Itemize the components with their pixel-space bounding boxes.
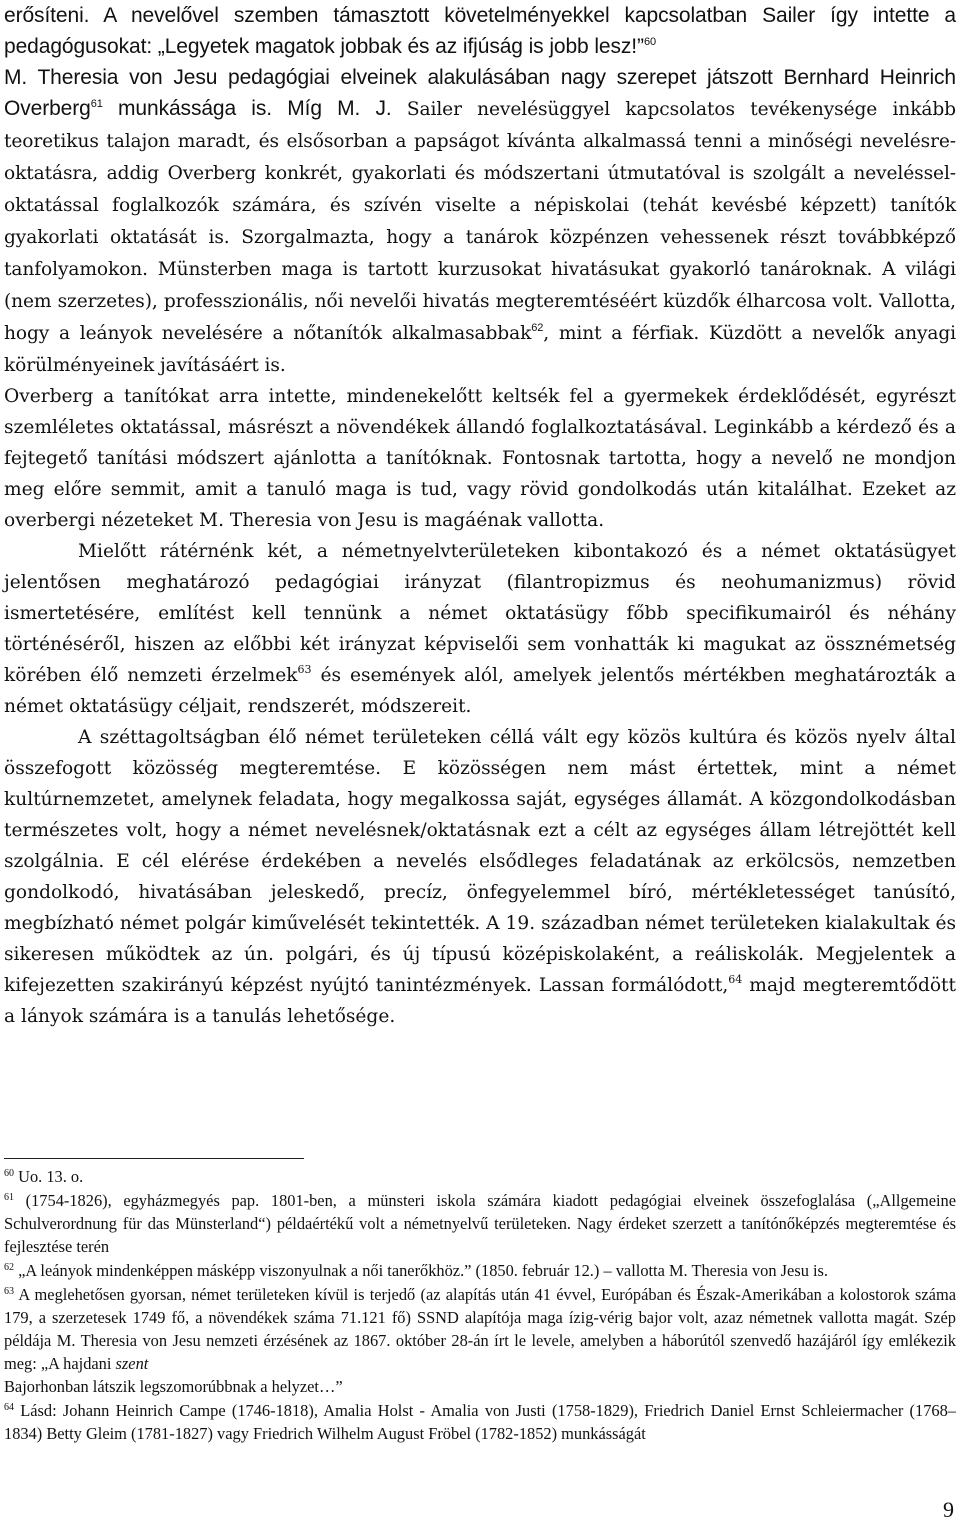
text-run: erősíteni. A nevelővel szemben támasztott követelményekkel kapcsolatban Sailer így intette a pedagógusokat: „Legyetek magatok jobbak és az ifjúság is jobb lesz!” bbox=[4, 4, 956, 58]
footnote-text: Bajorhonban látszik legszomorúbbnak a helyzet…” bbox=[4, 1377, 343, 1396]
footnotes-section bbox=[4, 1158, 956, 1446]
text-run: majd megteremtődött a lányok számára is a tanulás lehetősége. bbox=[4, 975, 956, 1027]
text-run: Sailer nevelésüggyel kapcsolatos tevékenysége inkább teoretikus talajon maradt, és elsősorban a papságot kívánta alkalmassá tenni a minőségi nevelésre-oktatásra, addig Overberg konkrét, gyakorlati és módszertani útmutatóval is szolgált a neveléssel-oktatással foglalkozók számára, és szívén viselte a népiskolai (tehát kevésbé képzett) tanítók gyakorlati oktatását is. Szorgalmazta, hogy a tanárok közpénzen vehessenek részt továbbképző tanfolyamokon. Münsterben maga is tartott kurzusokat hivatásukat gyakorló tanároknak. A világi (nem szerzetes), professzionális, női nevelői hivatás megteremtéséért küzdők élharcosa volt. Vallotta, hogy a leányok nevelésére a nőtanítók alkalmasabbak bbox=[4, 99, 956, 344]
paragraph-german-education bbox=[4, 722, 956, 1032]
footnote-number: 64 bbox=[4, 1402, 14, 1413]
paragraph-pedagogy bbox=[4, 536, 956, 722]
page-number: 9 bbox=[943, 1497, 954, 1522]
footnote-number: 61 bbox=[4, 1192, 14, 1203]
footnote-ref-64[interactable]: 64 bbox=[728, 973, 743, 986]
footnote-text: Lásd: Johann Heinrich Campe (1746-1818), Amalia Holst - Amalia von Justi (1758-1829), Friedrich Daniel Ernst Schleiermacher (1768–1834) Betty Gleim (1781-1827) vagy Friedrich Wilhelm August Fröbel (1782-1852) munkásságát bbox=[4, 1401, 956, 1443]
footnote-63 bbox=[4, 1283, 956, 1398]
footnote-text: (1754-1826), egyházmegyés pap. 1801-ben, a münsteri iskola számára kiadott pedagógiai elveinek összefoglalása („Allgemeine Schulverordnung für das Münsterland“) példaértékű volt a németnyelvű területeken. Nagy érdeket szerzett a tanítónőképzés megteremtése és fejlesztése terén bbox=[4, 1191, 956, 1256]
footnote-ref-61[interactable]: 61 bbox=[90, 98, 103, 110]
footnote-ref-60[interactable]: 60 bbox=[643, 36, 656, 48]
footnote-number: 63 bbox=[4, 1286, 14, 1297]
footnote-61 bbox=[4, 1189, 956, 1258]
footnote-ref-63[interactable]: 63 bbox=[297, 663, 312, 676]
text-run: munkássága is. Míg M. J. bbox=[118, 97, 392, 120]
footnote-number: 60 bbox=[4, 1168, 14, 1179]
footnote-text: „A leányok mindenképpen másképp viszonyulnak a női tanerőkhöz.” (1850. február 12.) – vallotta M. Theresia von Jesu is. bbox=[18, 1261, 829, 1280]
footnote-ref-62[interactable]: 62 bbox=[531, 322, 544, 334]
text-run: Mielőtt rátérnénk két, a németnyelvterületeken kibontakozó és a német oktatásügyet jelentősen meghatározó pedagógiai irányzat (filantropizmus és neohumanizmus) rövid ismertetésére, említést kell tennünk a német oktatásügy főbb specifikumairól és néhány történéséről, hiszen az előbbi két irányzat képviselői sem vonhatták ki magukat az össznémetség körében élő nemzeti érzelmek bbox=[4, 541, 956, 686]
footnote-64 bbox=[4, 1399, 956, 1445]
document-page bbox=[4, 0, 956, 1533]
footnote-divider bbox=[4, 1158, 304, 1159]
paragraph-overberg: Overberg a tanítókat arra intette, mindenekelőtt keltsék fel a gyermekek érdeklődését, egyrészt szemléletes oktatással, másrészt a növendékek állandó foglalkoztatásával. Leginkább a kérdező és a fejtegető tanítási módszert ajánlotta a tanítóknak. Fontosnak tartotta, hogy a nevelő ne mondjon meg előre semmit, amit a tanuló maga is tud, vagy rövid gondolkodás után kitalálhat. Ezeket az overbergi nézeteket M. Theresia von Jesu is magáénak vallotta. bbox=[4, 386, 956, 531]
text-run: A széttagoltságban élő német területeken céllá vált egy közös kultúra és közös nyelv által összefogott közösség megteremtése. E közösségen nem mást értettek, mint a német kultúrnemzetet, amelynek feladata, hogy megalkossa saját, egységes államát. A közgondolkodásban természetes volt, hogy a német nevelésnek/oktatásnak ezt a célt az egységes állam létrejöttét kell szolgálnia. E cél elérése érdekében a nevelés elsődleges feladatának az erkölcsös, nemzetben gondolkodó, hivatásában jeleskedő, precíz, önfegyelemmel bíró, mértékletességet tanúsító, megbízható német polgár kiművelését tekintették. A 19. században német területeken kialakultak és sikeresen működtek az ún. polgári, és új típusú középiskolaként, a reáliskolák. Megjelentek a kifejezetten szakirányú képzést nyújtó tanintézmények. Lassan formálódott, bbox=[4, 727, 956, 996]
footnote-number: 62 bbox=[4, 1262, 14, 1273]
text-run: , mint a férfiak. Küzdött a nevelők anyagi körülményeinek javításáért is. bbox=[4, 323, 956, 376]
paragraph-sailer bbox=[4, 0, 956, 381]
footnote-emphasis: szent bbox=[115, 1354, 149, 1373]
footnote-text: Uo. 13. o. bbox=[18, 1167, 84, 1186]
footnote-text: A meglehetősen gyorsan, német területeken kívül is terjedő (az alapítás után 41 évvel, Európában és Észak-Amerikában a kolostorok száma 179, a szerzetesek 1749 fő, a növendékek száma 71.121 fő) SSND alapítója maga ízig-vérig bajor volt, azaz németnek vallotta magát. Szép példája M. Theresia von Jesu nemzeti érzésének az 1867. október 28-án írt le levele, amelyben a háborútól szenvedő hazájáról így emlékezik meg: „A hajdani bbox=[4, 1285, 956, 1373]
text-run: és események alól, amelyek jelentős mértékben meghatározták a német oktatásügy céljait, rendszerét, módszereit. bbox=[4, 665, 956, 717]
text-run: M. Theresia von Jesu pedagógiai elveinek alakulásában nagy szerepet játszott Bernhard Heinrich Overberg bbox=[4, 66, 956, 120]
footnote-60 bbox=[4, 1165, 956, 1188]
footnote-62 bbox=[4, 1259, 956, 1282]
